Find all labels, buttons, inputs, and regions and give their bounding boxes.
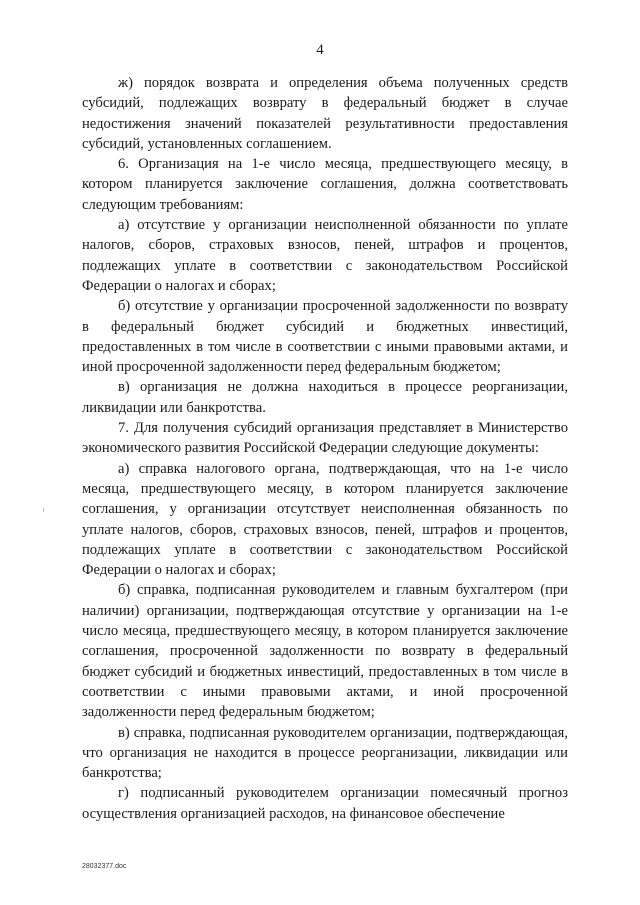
paragraph-6-requirements: 6. Организация на 1-е число месяца, предшествующего месяцу, в котором планируется заключение соглашения, должна соответствовать следующим требованиям: (82, 156, 568, 213)
paragraph-7g-expense-forecast: г) подписанный руководителем организации помесячный прогноз осуществления организацией расходов, на финансовое обеспечение (82, 785, 568, 822)
paragraph-7b-debt-certificate: б) справка, подписанная руководителем и главным бухгалтером (при наличии) организации, подтверждающая отсутствие у организации на 1-е число месяца, предшествующего месяцу, в котором планируется заключение соглашения, просроченной задолженности по возврату в федеральный бюджет субсидий и бюджетных инвестиций, предоставленных в том числе в соответствии с иными правовыми актами, и иной просроченной задолженности перед федеральным бюджетом; (82, 582, 568, 721)
paragraph-6b-no-budget-debt: б) отсутствие у организации просроченной задолженности по возврату в федеральный бюджет субсидий и бюджетных инвестиций, предоставленных в том числе в соответствии с иными правовыми актами, и иной просроченной задолженности перед федеральным бюджетом; (82, 298, 568, 376)
paragraph-7-documents: 7. Для получения субсидий организация представляет в Министерство экономического развития Российской Федерации следующие документы: (82, 420, 568, 457)
paragraph-7v-reorganization-certificate: в) справка, подписанная руководителем организации, подтверждающая, что организация не находится в процессе реорганизации, ликвидации или банкротства; (82, 724, 568, 782)
paragraph-zh-refund-procedure: ж) порядок возврата и определения объема полученных средств субсидий, подлежащих возврату в федеральный бюджет в случае недостижения значений показателей результативности предоставления субсидий, установленных соглашением. (82, 75, 568, 152)
document-body (82, 73, 568, 824)
paragraph-6a-no-tax-debt: а) отсутствие у организации неисполненной обязанности по уплате налогов, сборов, страховых взносов, пеней, штрафов и процентов, подлежащих уплате в соответствии с законодательством Российской Федерации о налогах и сборах; (82, 217, 568, 294)
margin-mark (43, 508, 44, 512)
page-number: 4 (316, 42, 324, 58)
document-file-code: 28032377.doc (82, 863, 127, 870)
paragraph-6v-no-reorganization: в) организация не должна находиться в процессе реорганизации, ликвидации или банкротства. (82, 379, 568, 416)
paragraph-7a-tax-certificate: а) справка налогового органа, подтверждающая, что на 1-е число месяца, предшествующего месяцу, в котором планируется заключение соглашения, у организации отсутствует неисполненная обязанность по уплате налогов, сборов, страховых взносов, пеней, штрафов и процентов, подлежащих уплате в соответствии с законодательством Российской Федерации о налогах и сборах; (82, 460, 568, 579)
